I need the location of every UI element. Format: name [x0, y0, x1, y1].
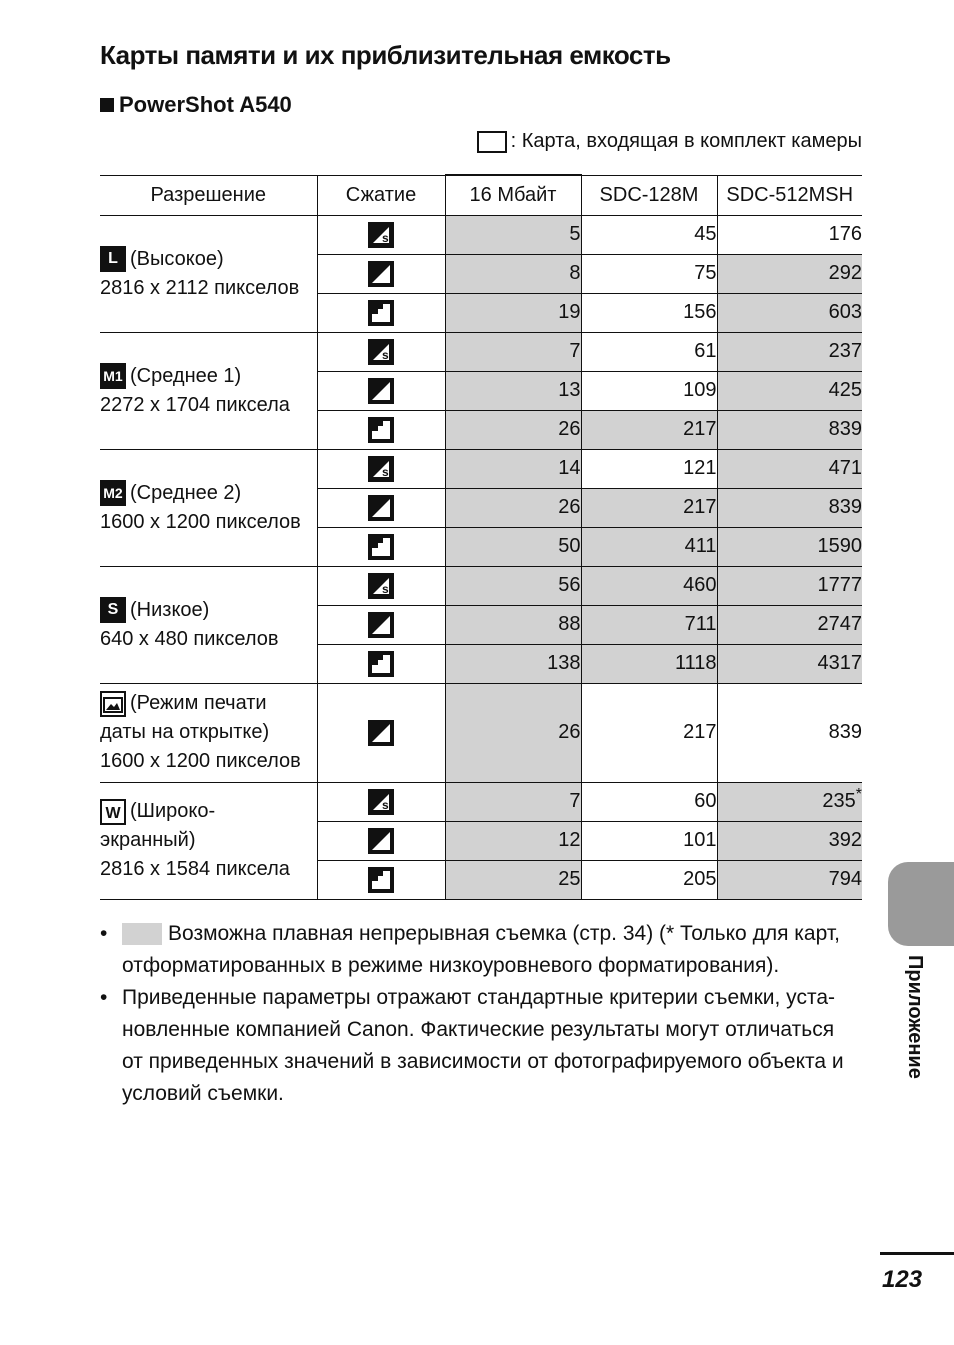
resolution-label: [100, 362, 317, 391]
value-sdc128m: [581, 860, 717, 899]
capacity-value: 26: [558, 418, 581, 440]
value-sdc128m: [581, 371, 717, 410]
capacity-value: 392: [828, 829, 862, 851]
capacity-value: 711: [684, 613, 717, 635]
capacity-value: 1590: [817, 535, 862, 557]
capacity-value: 5: [569, 223, 581, 245]
value-sdc128m: [581, 821, 717, 860]
section-tab: [888, 862, 954, 946]
table-row: [100, 215, 862, 254]
capacity-value: 839: [828, 721, 862, 743]
value-sdc128m: [581, 254, 717, 293]
value-16mb: [445, 821, 581, 860]
compression-cell: [317, 410, 445, 449]
header-sdc512msh: SDC-512MSH: [717, 175, 862, 215]
normal-icon: [368, 300, 394, 326]
compression-cell: [317, 860, 445, 899]
legend-text: : Карта, входящая в комплект камеры: [510, 130, 862, 152]
capacity-value: 460: [683, 574, 717, 596]
model-heading: [100, 92, 292, 118]
capacity-value: 121: [683, 457, 717, 479]
compression-cell: [317, 254, 445, 293]
capacity-value: 7: [569, 790, 581, 812]
svg-text:s: s: [382, 464, 389, 479]
capacity-value: 7: [569, 340, 581, 362]
normal-icon: [368, 534, 394, 560]
footnote-1: [100, 918, 860, 982]
superfine-icon: [368, 339, 394, 365]
superfine-icon: [368, 456, 394, 482]
capacity-value: 1777: [817, 574, 862, 596]
capacity-value: 26: [558, 721, 581, 743]
svg-text:s: s: [382, 230, 389, 245]
table-row: [100, 683, 862, 782]
shade-swatch-icon: [122, 923, 162, 945]
value-sdc128m: [581, 644, 717, 683]
page-title: Карты памяти и их приблизительная емкость: [100, 40, 671, 70]
fine-icon: [368, 261, 394, 287]
footnote-text: Приведенные параметры отражают стандартные критерии съемки, уста-новленные компанией Canon. Фактические результаты могут отличаться от приведенных значений в зависимости от фотографируемого объекта и условий съемки.: [122, 986, 844, 1105]
value-sdc128m: [581, 683, 717, 782]
value-sdc512msh: [717, 683, 862, 782]
value-16mb: [445, 371, 581, 410]
value-16mb: [445, 293, 581, 332]
resolution-size: 2816 x 2112 пикселов: [100, 276, 300, 299]
capacity-value: 839: [828, 496, 862, 518]
compression-cell: [317, 488, 445, 527]
table-row: [100, 566, 862, 605]
value-sdc512msh: [717, 860, 862, 899]
value-sdc128m: [581, 605, 717, 644]
compression-cell: [317, 527, 445, 566]
resolution-cell: [100, 215, 317, 332]
capacity-value: 237: [828, 340, 862, 362]
capacity-value: 156: [683, 301, 717, 323]
capacity-value: 217: [683, 418, 717, 440]
page-number-rule: [880, 1252, 954, 1255]
header-compression: Сжатие: [317, 175, 445, 215]
capacity-value: 603: [828, 301, 862, 323]
resolution-label: [100, 479, 317, 508]
value-sdc128m: [581, 488, 717, 527]
value-16mb: [445, 410, 581, 449]
capacity-value: 1118: [674, 652, 717, 674]
value-sdc128m: [581, 293, 717, 332]
capacity-value: 60: [694, 790, 717, 812]
capacity-value: 205: [683, 868, 717, 890]
value-sdc512msh: [717, 566, 862, 605]
resolution-label: [100, 245, 317, 274]
bullet: •: [100, 922, 108, 945]
compression-cell: [317, 332, 445, 371]
page-number: 123: [882, 1266, 923, 1293]
resolution-quality-cont: экранный): [100, 829, 196, 851]
capacity-value: 101: [683, 829, 717, 851]
value-16mb: [445, 566, 581, 605]
compression-cell: [317, 293, 445, 332]
table-row: [100, 449, 862, 488]
resolution-cell: [100, 683, 317, 782]
resolution-label: [100, 797, 317, 826]
legend: [477, 130, 862, 153]
widescreen-badge: W: [100, 799, 126, 825]
capacity-value: 292: [828, 262, 862, 284]
value-sdc512msh: [717, 254, 862, 293]
resolution-size: 2816 x 1584 пиксела: [100, 858, 290, 880]
resolution-cell: [100, 566, 317, 683]
resolution-size: 640 x 480 пикселов: [100, 627, 279, 650]
footnote-2: [100, 982, 860, 1110]
resolution-quality: (Широко-: [130, 800, 216, 822]
value-16mb: [445, 332, 581, 371]
capacity-value: 839: [828, 418, 862, 440]
value-sdc512msh: [717, 332, 862, 371]
resolution-badge: M1: [100, 363, 126, 389]
resolution-size: 1600 x 1200 пикселов: [100, 750, 301, 772]
value-sdc128m: [581, 332, 717, 371]
table-row: [100, 782, 862, 821]
resolution-badge: S: [100, 597, 126, 623]
capacity-value: 2747: [817, 613, 862, 635]
value-sdc128m: [581, 449, 717, 488]
header-resolution: Разрешение: [100, 175, 317, 215]
value-sdc512msh: [717, 821, 862, 860]
capacity-value: 13: [558, 379, 581, 401]
value-16mb: [445, 215, 581, 254]
svg-text:s: s: [382, 347, 389, 362]
capacity-value: 217: [683, 496, 717, 518]
capacity-value: 45: [694, 223, 717, 245]
capacity-value: 88: [558, 613, 581, 635]
resolution-badge: L: [100, 246, 126, 272]
capacity-value: 235: [822, 790, 856, 812]
svg-text:s: s: [382, 797, 389, 812]
table-row: [100, 332, 862, 371]
compression-cell: [317, 821, 445, 860]
value-sdc512msh: [717, 605, 862, 644]
legend-box-icon: [477, 131, 507, 153]
value-sdc128m: [581, 782, 717, 821]
value-16mb: [445, 782, 581, 821]
capacity-value: 8: [569, 262, 581, 284]
capacity-value: 4317: [817, 652, 862, 674]
value-sdc512msh: [717, 371, 862, 410]
capacity-value: 56: [558, 574, 581, 596]
superfine-icon: [368, 222, 394, 248]
square-bullet-icon: [100, 98, 114, 112]
capacity-value: 176: [828, 223, 862, 245]
fine-icon: [368, 495, 394, 521]
capacity-value: 109: [683, 379, 717, 401]
capacity-table: [100, 174, 862, 900]
compression-cell: [317, 371, 445, 410]
postcard-icon: [100, 691, 126, 717]
value-16mb: [445, 605, 581, 644]
value-sdc512msh: [717, 488, 862, 527]
value-16mb: [445, 254, 581, 293]
capacity-value: 471: [828, 457, 862, 479]
compression-cell: [317, 566, 445, 605]
value-16mb: [445, 449, 581, 488]
capacity-value: 794: [828, 868, 862, 890]
resolution-size: 1600 x 1200 пикселов: [100, 510, 301, 533]
resolution-badge: M2: [100, 480, 126, 506]
superfine-icon: [368, 789, 394, 815]
capacity-value: 138: [547, 652, 581, 674]
value-16mb: [445, 527, 581, 566]
normal-icon: [368, 867, 394, 893]
compression-cell: [317, 449, 445, 488]
value-sdc512msh: [717, 410, 862, 449]
value-sdc128m: [581, 410, 717, 449]
compression-cell: [317, 605, 445, 644]
bullet: •: [100, 986, 108, 1009]
capacity-value: 50: [558, 535, 581, 557]
resolution-size: 2272 x 1704 пиксела: [100, 393, 290, 416]
fine-icon: [368, 720, 394, 746]
capacity-value: 12: [558, 829, 581, 851]
footnote-text: Возможна плавная непрерывная съемка (стр. 34) (* Только для карт, отформатированных в режиме низкоуровневого форматирования).: [122, 922, 840, 977]
section-label: Приложение: [904, 955, 926, 1079]
value-16mb: [445, 488, 581, 527]
capacity-value: 217: [683, 721, 717, 743]
value-16mb: [445, 683, 581, 782]
resolution-quality: (Режим печати: [130, 692, 267, 714]
superfine-icon: [368, 573, 394, 599]
value-sdc128m: [581, 566, 717, 605]
svg-text:s: s: [382, 581, 389, 596]
capacity-value: 14: [558, 457, 581, 479]
capacity-value: 25: [558, 868, 581, 890]
value-16mb: [445, 644, 581, 683]
capacity-value: 75: [694, 262, 717, 284]
compression-cell: [317, 683, 445, 782]
fine-icon: [368, 828, 394, 854]
capacity-value: 61: [694, 340, 717, 362]
capacity-value: 411: [684, 535, 717, 557]
resolution-cell: [100, 449, 317, 566]
compression-cell: [317, 782, 445, 821]
resolution-cell: [100, 332, 317, 449]
value-sdc128m: [581, 215, 717, 254]
resolution-label: [100, 689, 317, 718]
value-16mb: [445, 860, 581, 899]
header-16mb: 16 Мбайт: [445, 175, 581, 215]
resolution-quality: (Среднее 1): [130, 364, 242, 387]
normal-icon: [368, 417, 394, 443]
fine-icon: [368, 612, 394, 638]
capacity-value: 26: [558, 496, 581, 518]
table-header-row: [100, 175, 862, 215]
resolution-label: [100, 596, 317, 625]
value-sdc128m: [581, 527, 717, 566]
header-sdc128m: SDC-128M: [581, 175, 717, 215]
resolution-quality: (Среднее 2): [130, 481, 242, 504]
value-sdc512msh: [717, 644, 862, 683]
capacity-value: 425: [828, 379, 862, 401]
value-sdc512msh: [717, 293, 862, 332]
resolution-cell: [100, 782, 317, 899]
compression-cell: [317, 215, 445, 254]
value-sdc512msh: [717, 527, 862, 566]
capacity-value: 19: [558, 301, 581, 323]
compression-cell: [317, 644, 445, 683]
resolution-quality: (Низкое): [130, 598, 210, 621]
value-sdc512msh: [717, 449, 862, 488]
footnotes: [100, 918, 860, 1110]
resolution-quality: (Высокое): [130, 247, 224, 270]
fine-icon: [368, 378, 394, 404]
model-name: PowerShot A540: [119, 92, 292, 117]
asterisk-mark: *: [855, 786, 862, 803]
value-sdc512msh: [717, 215, 862, 254]
normal-icon: [368, 651, 394, 677]
value-sdc512msh: [717, 782, 862, 821]
resolution-quality-cont: даты на открытке): [100, 721, 270, 743]
